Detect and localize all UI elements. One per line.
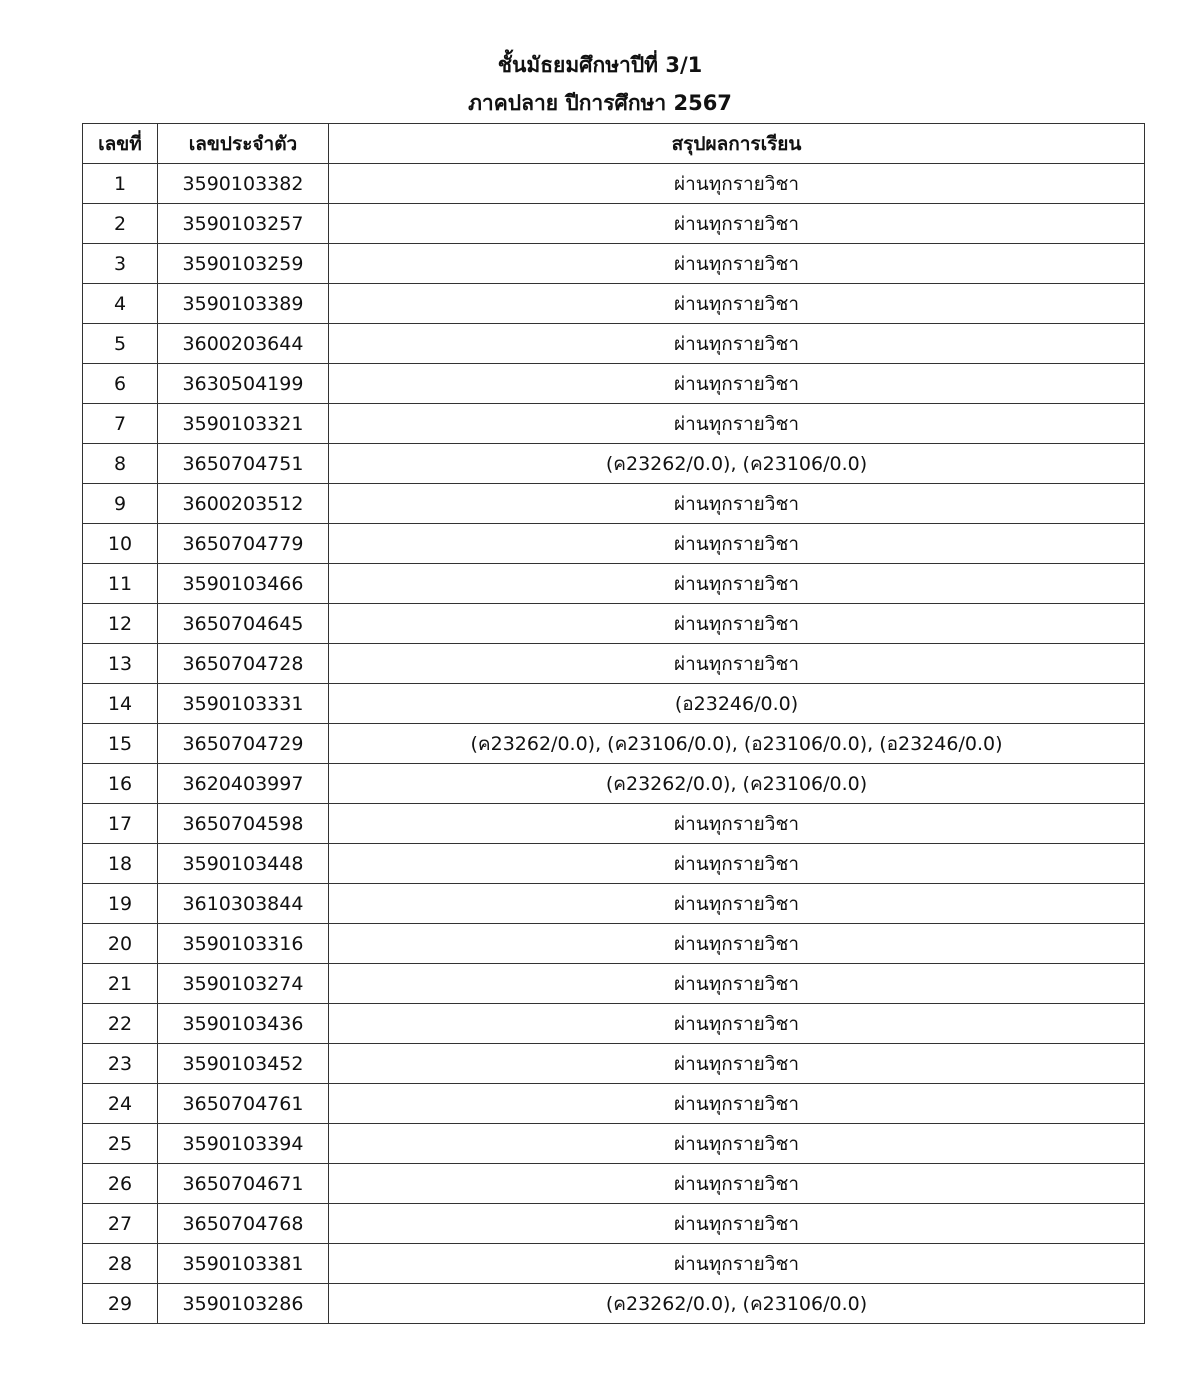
row-number-cell: 20: [83, 924, 158, 964]
row-number-cell: 2: [83, 204, 158, 244]
result-summary-cell: (ค23262/0.0), (ค23106/0.0), (อ23106/0.0), (อ23246/0.0): [329, 724, 1145, 764]
result-summary-cell: ผ่านทุกรายวิชา: [329, 804, 1145, 844]
row-number-cell: 6: [83, 364, 158, 404]
results-table: [82, 123, 1145, 1324]
result-summary-cell: ผ่านทุกรายวิชา: [329, 324, 1145, 364]
class-title: ชั้นมัธยมศึกษาปีที่ 3/1: [497, 53, 703, 77]
table-row: [83, 1004, 1145, 1044]
table-row: [83, 684, 1145, 724]
row-number-cell: 9: [83, 484, 158, 524]
result-summary-cell: (ค23262/0.0), (ค23106/0.0): [329, 444, 1145, 484]
row-number-cell: 1: [83, 164, 158, 204]
student-id-cell: 3650704671: [158, 1164, 329, 1204]
header-number: เลขที่: [83, 124, 158, 164]
table-row: [83, 644, 1145, 684]
result-summary-cell: ผ่านทุกรายวิชา: [329, 604, 1145, 644]
result-summary-cell: ผ่านทุกรายวิชา: [329, 1164, 1145, 1204]
table-row: [83, 1284, 1145, 1324]
student-id-cell: 3590103381: [158, 1244, 329, 1284]
result-summary-cell: ผ่านทุกรายวิชา: [329, 1124, 1145, 1164]
result-summary-cell: ผ่านทุกรายวิชา: [329, 244, 1145, 284]
student-id-cell: 3650704768: [158, 1204, 329, 1244]
result-summary-cell: ผ่านทุกรายวิชา: [329, 964, 1145, 1004]
row-number-cell: 26: [83, 1164, 158, 1204]
student-id-cell: 3650704598: [158, 804, 329, 844]
student-id-cell: 3590103259: [158, 244, 329, 284]
table-row: [83, 444, 1145, 484]
table-row: [83, 1204, 1145, 1244]
result-summary-cell: ผ่านทุกรายวิชา: [329, 1204, 1145, 1244]
student-id-cell: 3590103436: [158, 1004, 329, 1044]
student-id-cell: 3600203644: [158, 324, 329, 364]
table-header-row: [83, 124, 1145, 164]
result-summary-cell: ผ่านทุกรายวิชา: [329, 1044, 1145, 1084]
row-number-cell: 14: [83, 684, 158, 724]
student-id-cell: 3650704761: [158, 1084, 329, 1124]
result-summary-cell: ผ่านทุกรายวิชา: [329, 484, 1145, 524]
result-summary-cell: ผ่านทุกรายวิชา: [329, 844, 1145, 884]
table-row: [83, 884, 1145, 924]
row-number-cell: 12: [83, 604, 158, 644]
student-id-cell: 3590103316: [158, 924, 329, 964]
row-number-cell: 29: [83, 1284, 158, 1324]
student-id-cell: 3600203512: [158, 484, 329, 524]
table-row: [83, 524, 1145, 564]
table-row: [83, 1084, 1145, 1124]
row-number-cell: 16: [83, 764, 158, 804]
semester-title: ภาคปลาย ปีการศึกษา 2567: [468, 91, 732, 115]
row-number-cell: 25: [83, 1124, 158, 1164]
student-id-cell: 3630504199: [158, 364, 329, 404]
row-number-cell: 19: [83, 884, 158, 924]
student-id-cell: 3590103331: [158, 684, 329, 724]
table-row: [83, 1244, 1145, 1284]
student-id-cell: 3590103448: [158, 844, 329, 884]
row-number-cell: 27: [83, 1204, 158, 1244]
result-summary-cell: (อ23246/0.0): [329, 684, 1145, 724]
result-summary-cell: ผ่านทุกรายวิชา: [329, 404, 1145, 444]
row-number-cell: 8: [83, 444, 158, 484]
student-id-cell: 3590103382: [158, 164, 329, 204]
table-row: [83, 324, 1145, 364]
table-row: [83, 364, 1145, 404]
table-row: [83, 204, 1145, 244]
student-id-cell: 3590103466: [158, 564, 329, 604]
student-id-cell: 3650704779: [158, 524, 329, 564]
table-row: [83, 924, 1145, 964]
result-summary-cell: ผ่านทุกรายวิชา: [329, 364, 1145, 404]
row-number-cell: 21: [83, 964, 158, 1004]
result-summary-cell: ผ่านทุกรายวิชา: [329, 1244, 1145, 1284]
result-summary-cell: ผ่านทุกรายวิชา: [329, 284, 1145, 324]
table-row: [83, 484, 1145, 524]
student-id-cell: 3590103274: [158, 964, 329, 1004]
table-row: [83, 724, 1145, 764]
row-number-cell: 28: [83, 1244, 158, 1284]
student-id-cell: 3610303844: [158, 884, 329, 924]
student-id-cell: 3650704751: [158, 444, 329, 484]
row-number-cell: 3: [83, 244, 158, 284]
result-summary-cell: ผ่านทุกรายวิชา: [329, 1084, 1145, 1124]
table-row: [83, 844, 1145, 884]
row-number-cell: 11: [83, 564, 158, 604]
result-summary-cell: ผ่านทุกรายวิชา: [329, 204, 1145, 244]
table-row: [83, 404, 1145, 444]
result-summary-cell: ผ่านทุกรายวิชา: [329, 924, 1145, 964]
row-number-cell: 23: [83, 1044, 158, 1084]
row-number-cell: 17: [83, 804, 158, 844]
table-row: [83, 1044, 1145, 1084]
student-id-cell: 3620403997: [158, 764, 329, 804]
student-id-cell: 3590103452: [158, 1044, 329, 1084]
header-result-summary: สรุปผลการเรียน: [329, 124, 1145, 164]
table-row: [83, 164, 1145, 204]
student-id-cell: 3590103321: [158, 404, 329, 444]
row-number-cell: 24: [83, 1084, 158, 1124]
table-row: [83, 964, 1145, 1004]
table-body: [83, 164, 1145, 1324]
result-summary-cell: ผ่านทุกรายวิชา: [329, 564, 1145, 604]
row-number-cell: 13: [83, 644, 158, 684]
table-row: [83, 604, 1145, 644]
result-summary-cell: ผ่านทุกรายวิชา: [329, 884, 1145, 924]
student-id-cell: 3590103394: [158, 1124, 329, 1164]
student-id-cell: 3590103286: [158, 1284, 329, 1324]
result-summary-cell: ผ่านทุกรายวิชา: [329, 1004, 1145, 1044]
table-row: [83, 284, 1145, 324]
student-id-cell: 3650704728: [158, 644, 329, 684]
table-row: [83, 1164, 1145, 1204]
row-number-cell: 5: [83, 324, 158, 364]
row-number-cell: 15: [83, 724, 158, 764]
header-student-id: เลขประจำตัว: [158, 124, 329, 164]
table-row: [83, 564, 1145, 604]
row-number-cell: 7: [83, 404, 158, 444]
result-summary-cell: ผ่านทุกรายวิชา: [329, 164, 1145, 204]
result-summary-cell: (ค23262/0.0), (ค23106/0.0): [329, 764, 1145, 804]
row-number-cell: 4: [83, 284, 158, 324]
row-number-cell: 18: [83, 844, 158, 884]
student-id-cell: 3650704645: [158, 604, 329, 644]
student-id-cell: 3650704729: [158, 724, 329, 764]
result-summary-cell: ผ่านทุกรายวิชา: [329, 644, 1145, 684]
row-number-cell: 22: [83, 1004, 158, 1044]
result-summary-cell: ผ่านทุกรายวิชา: [329, 524, 1145, 564]
table-row: [83, 804, 1145, 844]
student-id-cell: 3590103257: [158, 204, 329, 244]
table-row: [83, 244, 1145, 284]
table-row: [83, 764, 1145, 804]
table-row: [83, 1124, 1145, 1164]
result-summary-cell: (ค23262/0.0), (ค23106/0.0): [329, 1284, 1145, 1324]
row-number-cell: 10: [83, 524, 158, 564]
student-id-cell: 3590103389: [158, 284, 329, 324]
